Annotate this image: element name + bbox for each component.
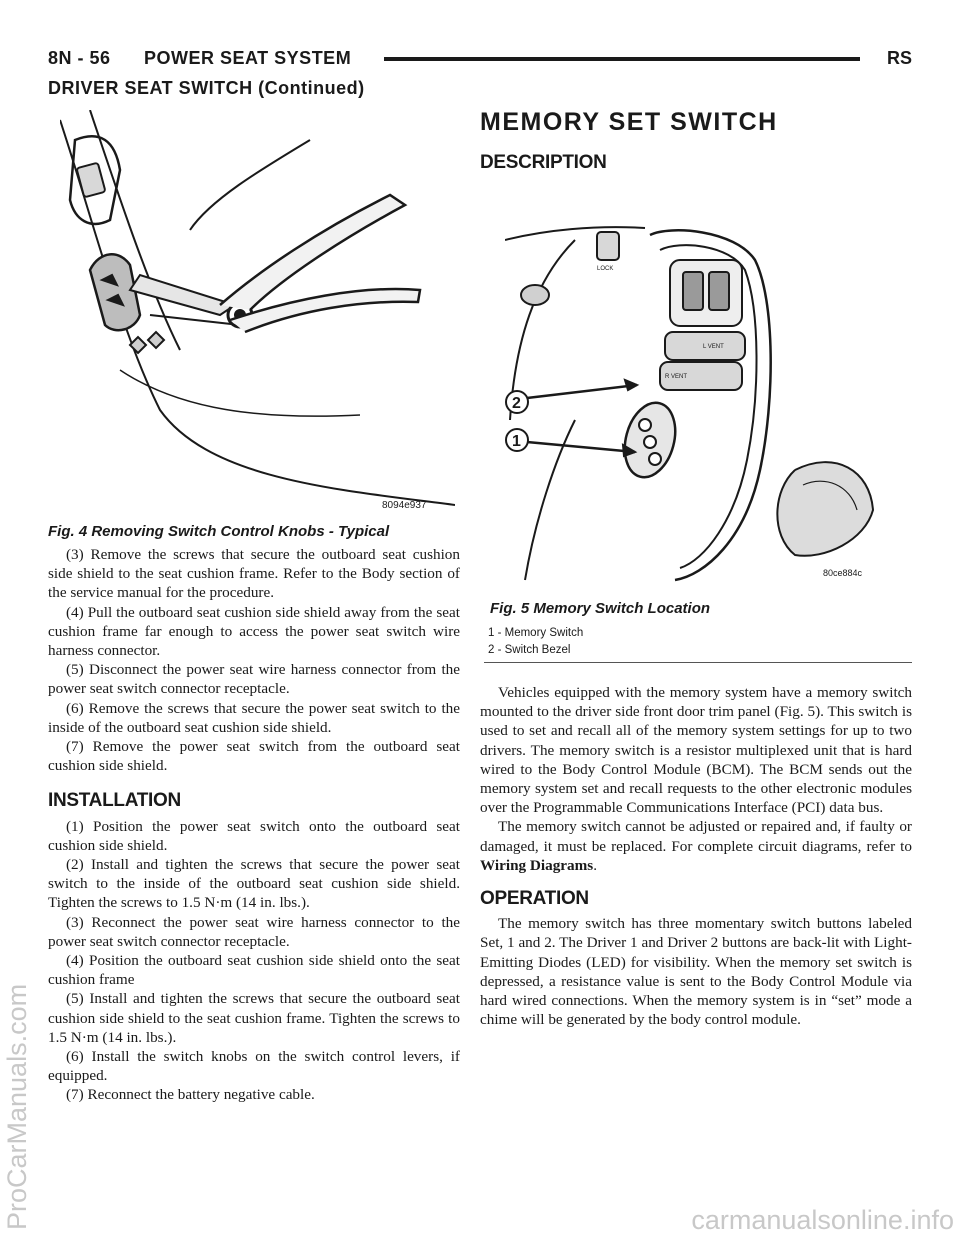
vent-left-label: L VENT [703, 344, 724, 350]
figure-5-illustration [505, 220, 875, 582]
description-paragraph-2 [480, 817, 912, 875]
wiring-diagrams-reference: Wiring Diagrams [480, 856, 594, 874]
installation-step: (4) Position the outboard seat cushion side shield onto the seat cushion frame [48, 952, 460, 989]
description-heading: DESCRIPTION [480, 152, 607, 173]
header-rule [384, 57, 860, 61]
figure-4-illustration [60, 110, 455, 515]
callout-1: 1 [512, 433, 521, 450]
removal-step: (6) Remove the screws that secure the power seat switch to the inside of the outboard seat cushion side shield. [48, 699, 460, 736]
page-header [48, 48, 912, 74]
figure-5-code: 80ce884c [823, 568, 863, 578]
legend-divider [484, 662, 912, 663]
figure-5-legend [488, 625, 583, 659]
figure-4-code: 8094e937 [382, 500, 427, 511]
installation-step: (1) Position the power seat switch onto the outboard seat cushion side shield. [48, 817, 460, 854]
continued-heading: DRIVER SEAT SWITCH (Continued) [48, 78, 365, 98]
lock-label: LOCK [597, 266, 614, 272]
section-title: POWER SEAT SYSTEM [144, 48, 352, 68]
installation-step: (7) Reconnect the battery negative cable. [66, 1086, 315, 1104]
page-number: 8N - 56 [48, 48, 111, 68]
left-column [48, 545, 460, 1105]
removal-step: (5) Disconnect the power seat wire harness connector from the power seat switch connector receptacle. [48, 661, 460, 698]
vent-right-label: R VENT [665, 374, 688, 380]
callout-2: 2 [512, 395, 521, 412]
legend-item: 1 - Memory Switch [488, 627, 584, 639]
side-watermark: ProCarManuals.com [2, 983, 32, 1230]
operation-heading: OPERATION [480, 888, 589, 910]
footer-watermark: carmanualsonline.info [691, 1205, 954, 1235]
description-p2-text: The memory switch cannot be adjusted or repaired and, if faulty or damaged, it must be replaced. For complete circuit diagrams, refer to [480, 818, 912, 855]
memory-set-switch-title: MEMORY SET SWITCH [480, 108, 778, 136]
description-p2-end: . [593, 856, 597, 874]
removal-step: (3) Remove the screws that secure the outboard seat cushion side shield to the seat cushion frame. Refer to the Body section of the service manual for the procedure. [48, 546, 460, 602]
figure-4-caption: Fig. 4 Removing Switch Control Knobs - Typical [48, 523, 390, 540]
installation-step: (2) Install and tighten the screws that secure the power seat switch to the inside of the outboard seat cushion side shield. Tighten the screws to 1.5 N·m (14 in. lbs.). [48, 856, 460, 912]
figure-5-caption: Fig. 5 Memory Switch Location [490, 600, 711, 617]
legend-item: 2 - Switch Bezel [488, 644, 571, 656]
description-paragraph: Vehicles equipped with the memory system have a memory switch mounted to the driver side front door trim panel (Fig. 5). This switch is used to set and recall all of the memory system settings for up to two drivers. The memory switch is a resistor multiplexed unit that is hard wired to the Body Control Module (BCM). The BCM sends out the memory system set and recall requests to the other electronic modules over the Programmable Communications Interface (PCI) data bus. [480, 684, 912, 817]
installation-step: (5) Install and tighten the screws that secure the outboard seat cushion side shield to the seat cushion frame. Tighten the screws to 1.5 N·m (14 in. lbs.). [48, 990, 460, 1046]
installation-heading: INSTALLATION [48, 790, 181, 812]
installation-step: (3) Reconnect the power seat wire harness connector to the power seat switch connector receptacle. [48, 913, 460, 950]
installation-step: (6) Install the switch knobs on the switch control levers, if equipped. [48, 1048, 460, 1085]
manual-code: RS [886, 48, 912, 68]
removal-step: (7) Remove the power seat switch from the outboard seat cushion side shield. [48, 738, 460, 775]
removal-step: (4) Pull the outboard seat cushion side shield away from the seat cushion frame far enough to access the power seat switch wire harness connector. [48, 603, 460, 660]
right-column [480, 683, 912, 1029]
operation-paragraph: The memory switch has three momentary switch buttons labeled Set, 1 and 2. The Driver 1 and Driver 2 buttons are back-lit with Light-Emitting Diodes (LED) for visibility. When the memory set switch is depressed, a resistance value is sent to the Body Control Module via hard wired connections. When the memory system is in “set” mode a chime will be generated by the body control module. [480, 915, 912, 1029]
